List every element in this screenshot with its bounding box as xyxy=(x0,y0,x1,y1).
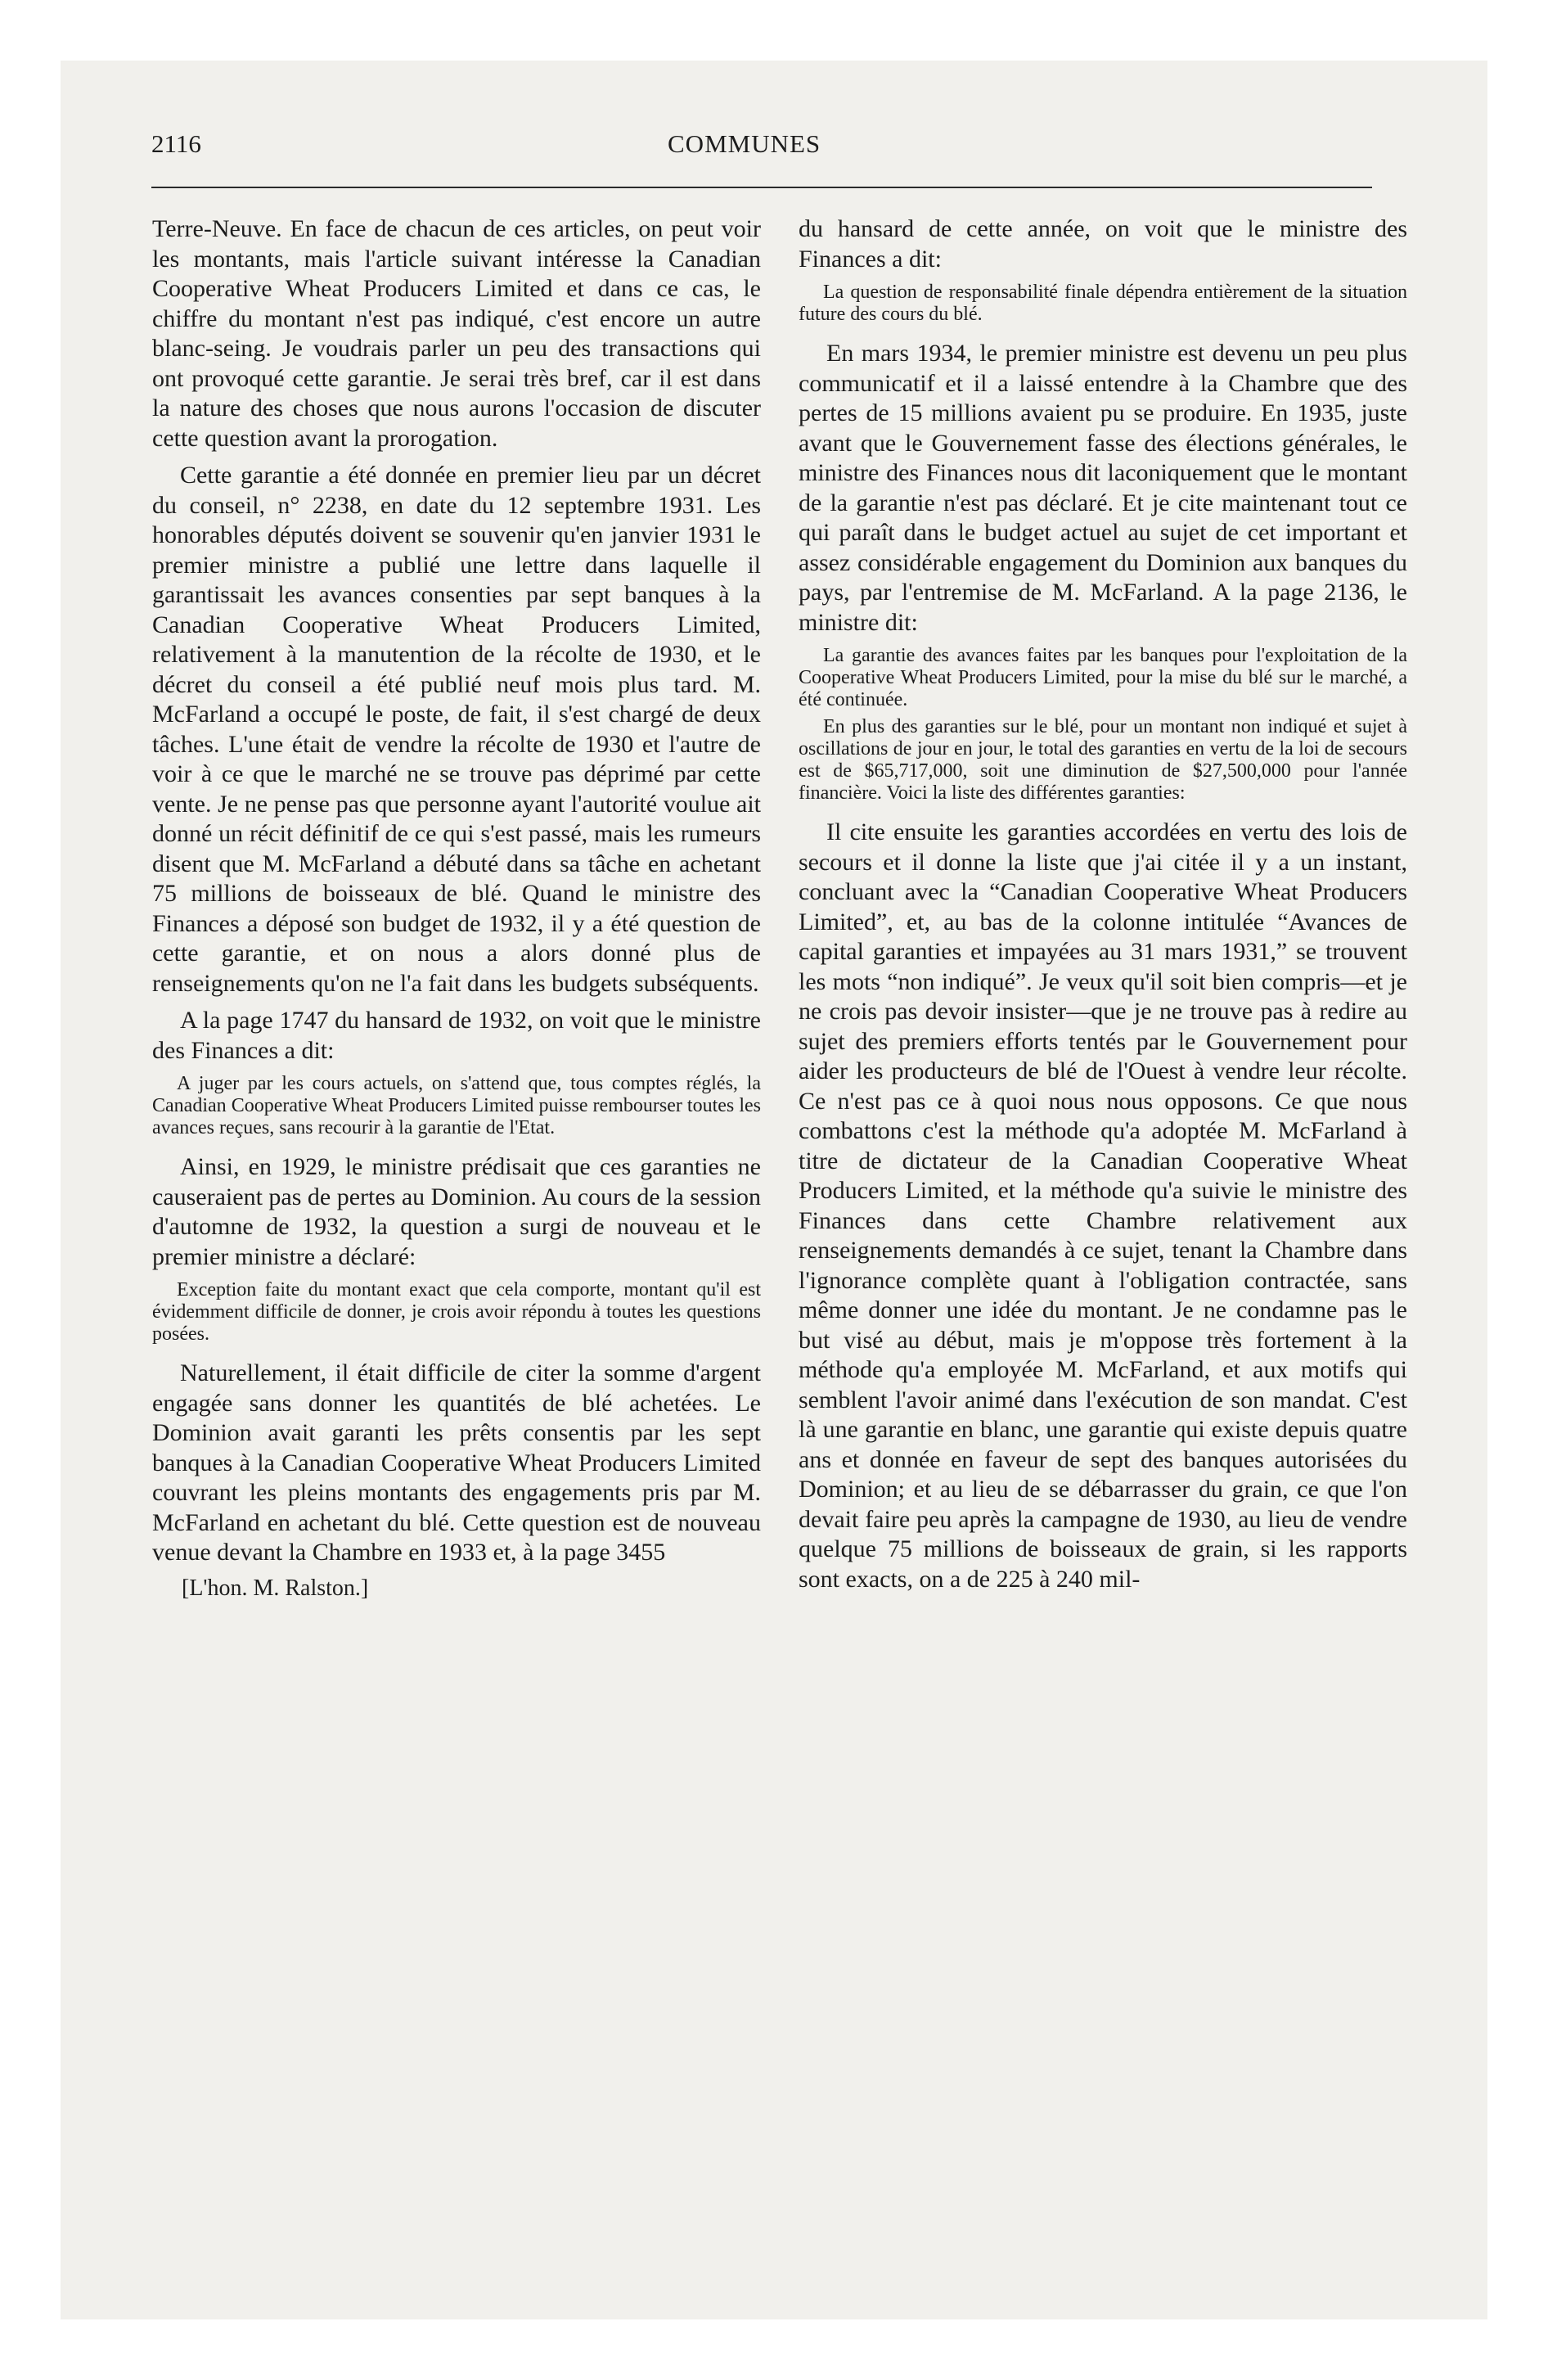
paragraph: Ainsi, en 1929, le ministre prédisait que ces garanties ne causeraient pas de pertes au Dominion. Au cours de la session d'automne de 1932, la question a surgi de nouveau et le premier ministre a déclaré: xyxy=(152,1153,761,1270)
running-head: COMMUNES xyxy=(668,129,821,158)
block-quote: La garantie des avances faites par les banques pour l'exploitation de la Cooperative Wheat Producers Limited, pour la mise du blé sur le marché, a été continuée. xyxy=(799,645,1407,710)
paragraph: Naturellement, il était difficile de citer la somme d'argent engagée sans donner les quantités de blé achetées. Le Dominion avait garanti les prêts consentis par les sept banques à la Canadian Cooperative Wheat Producers Limited couvrant les pleins montants des engagements pris par M. McFarland en achetant du blé. Cette question est de nouveau venue devant la Chambre en 1933 et, à la page 3455 xyxy=(152,1359,761,1566)
paragraph: Il cite ensuite les garanties accordées en vertu des lois de secours et il donne la liste que j'ai citée il y a un instant, concluant avec la “Canadian Cooperative Wheat Producers Limited”, et, au bas de la colonne intitulée “Avances de capital garanties et impayées au 31 mars 1931,” se trouvent les mots “non indiqué”. Je veux qu'il soit bien compris—et je ne crois pas devoir insister—que je ne trouve pas à redire au sujet des premiers efforts tentés par le Gouvernement pour aider les producteurs de blé de l'Ouest à vendre leur récolte. Ce n'est pas ce à quoi nous nous opposons. Ce que nous combattons c'est la méthode qu'a adoptée M. McFarland à titre de dictateur de la Canadian Cooperative Wheat Producers Limited, et la méthode qu'a suivie le ministre des Finances dans cette Chambre relativement aux renseignements demandés à ce sujet, tenant la Chambre dans l'ignorance complète quant à l'obligation contractée, sans même donner une idée du montant. Je ne condamne pas le but visé au début, mais je m'oppose très fortement à la méthode qu'a employée M. McFarland, et aux motifs qui semblent l'avoir animé dans l'exécution de son mandat. C'est là une garantie en blanc, une garantie qui existe depuis quatre ans et donnée en faveur de sept des banques autorisées du Dominion; et au lieu de se débarrasser du grain, ce que l'on devait faire peu après la campagne de 1930, au lieu de vendre quelque 75 millions de boisseaux de grain, si les rapports sont exacts, on a de 225 à 240 mil- xyxy=(799,818,1407,1593)
block-quote: Exception faite du montant exact que cela comporte, montant qu'il est évidemment difficile de donner, je crois avoir répondu à toutes les questions posées. xyxy=(152,1279,761,1345)
paragraph: Terre-Neuve. En face de chacun de ces articles, on peut voir les montants, mais l'article suivant intéresse la Canadian Cooperative Wheat Producers Limited et dans ce cas, le chiffre du montant n'est pas indiqué, c'est encore un autre blanc-seing. Je voudrais parler un peu des transactions qui ont provoqué cette garantie. Je serai très bref, car il est dans la nature des choses que nous aurons l'occasion de discuter cette question avant la prorogation. xyxy=(152,215,761,452)
block-quote: A juger par les cours actuels, on s'attend que, tous comptes réglés, la Canadian Cooperative Wheat Producers Limited puisse rembourser toutes les avances reçues, sans recourir à la garantie de l'Etat. xyxy=(152,1073,761,1138)
paragraph: du hansard de cette année, on voit que le ministre des Finances a dit: xyxy=(799,215,1407,273)
paragraph: Cette garantie a été donnée en premier lieu par un décret du conseil, n° 2238, en date du 12 septembre 1931. Les honorables députés doivent se souvenir qu'en janvier 1931 le premier ministre a publié une lettre dans laquelle il garantissait les avances consenties par sept banques à la Canadian Cooperative Wheat Producers Limited, relativement à la manutention de la récolte de 1930, et le décret du conseil a été publié neuf mois plus tard. M. McFarland a occupé le poste, de fait, il s'est chargé de deux tâches. L'une était de vendre la récolte de 1930 et l'autre de voir à ce que le marché ne se trouve pas déprimé par cette vente. Je ne pense pas que personne ayant l'autorité voulue ait donné un récit définitif de ce qui s'est passé, mais les rumeurs disent que M. McFarland a débuté dans sa tâche en achetant 75 millions de boisseaux de blé. Quand le ministre des Finances a déposé son budget de 1932, il y a été question de cette garantie, et on nous a alors donné plus de renseignements qu'on ne l'a fait dans les budgets subséquents. xyxy=(152,462,761,997)
header-rule xyxy=(151,187,1372,188)
block-quote: En plus des garanties sur le blé, pour un montant non indiqué et sujet à oscillations de jour en jour, le total des garanties en vertu de la loi de secours est de $65,717,000, soit une diminution de $27,500,000 pour l'année financière. Voici la liste des différentes garanties: xyxy=(799,716,1407,804)
paragraph: En mars 1934, le premier ministre est devenu un peu plus communicatif et il a laissé entendre à la Chambre que des pertes de 15 millions avaient pu se produire. En 1935, juste avant que le Gouvernement fasse des élections générales, le ministre des Finances nous dit laconiquement que le montant de la garantie n'est pas déclaré. Et je cite maintenant tout ce qui paraît dans le budget actuel au sujet de cet important et assez considérable engagement du Dominion aux banques du pays, par l'entremise de M. McFarland. A la page 2136, le ministre dit: xyxy=(799,340,1407,636)
block-quote: La question de responsabilité finale dépendra entièrement de la situation future des cours du blé. xyxy=(799,282,1407,325)
right-column xyxy=(799,214,1407,1602)
paragraph: A la page 1747 du hansard de 1932, on voit que le ministre des Finances a dit: xyxy=(152,1007,761,1064)
page-number: 2116 xyxy=(151,129,201,158)
speaker-attribution: [L'hon. M. Ralston.] xyxy=(182,1575,369,1601)
left-column xyxy=(152,214,761,1602)
